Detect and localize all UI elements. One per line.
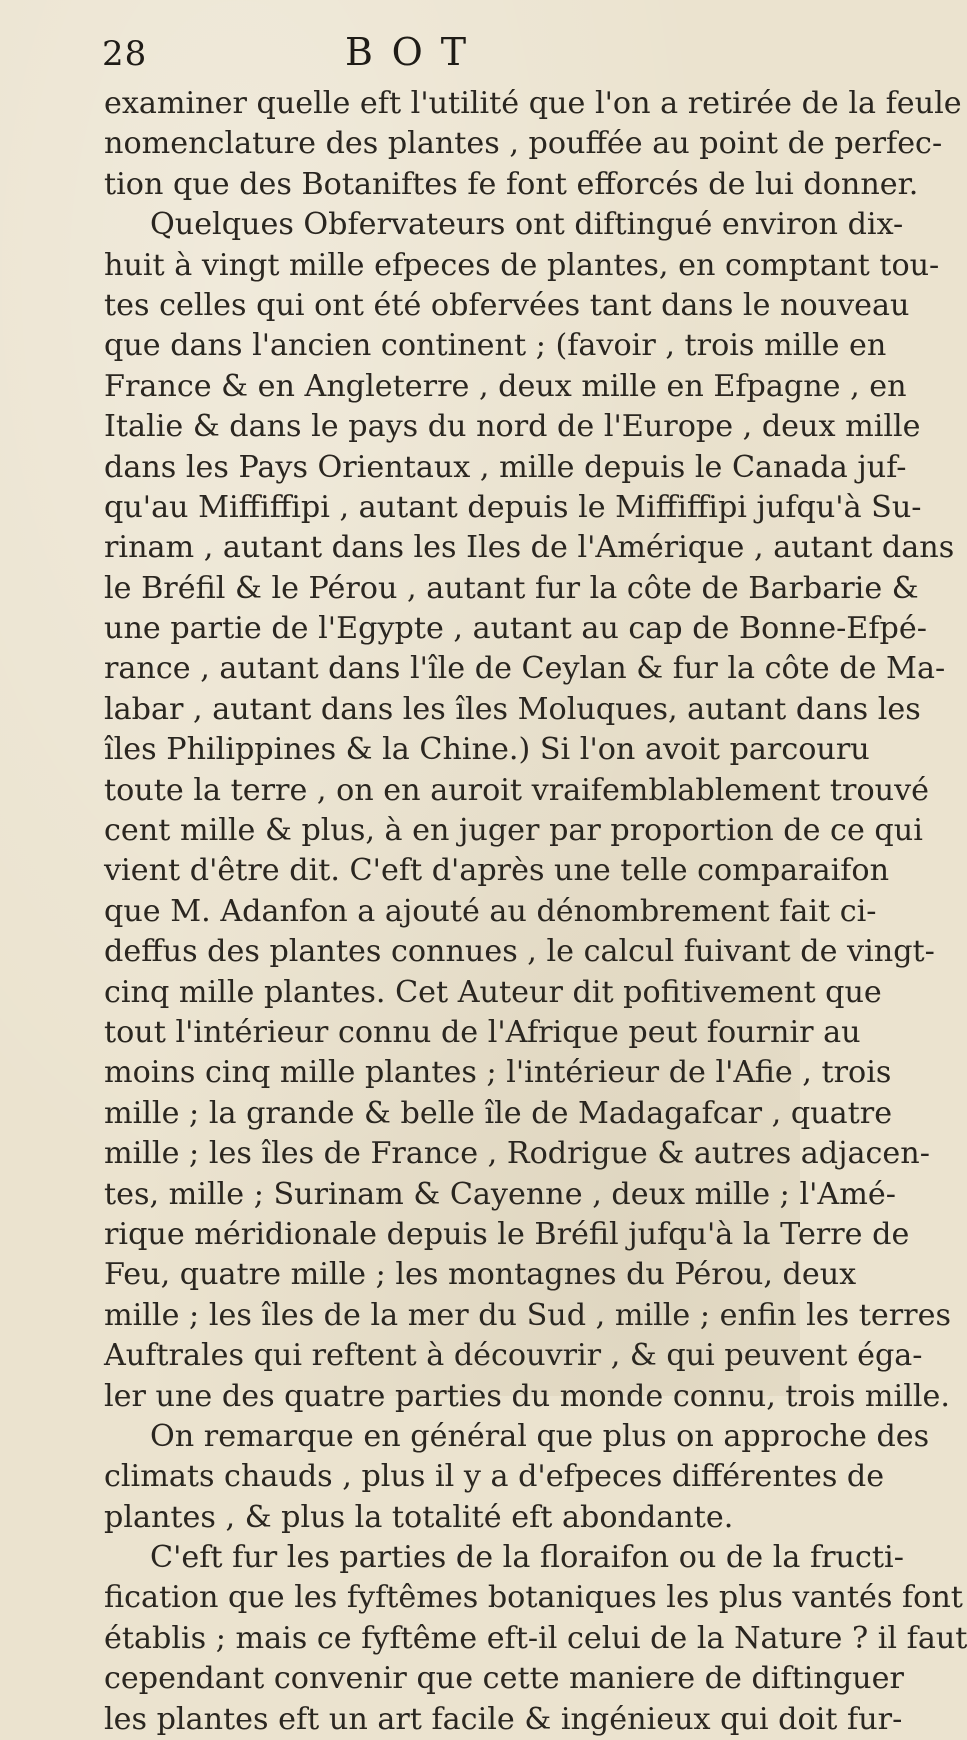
text-line: climats chauds , plus il y a d'efpeces différentes de <box>104 1459 885 1495</box>
text-line: Italie & dans le pays du nord de l'Europe , deux mille <box>104 409 921 445</box>
text-line: établis ; mais ce fyftême eft-il celui de la Nature ? il faut <box>104 1620 967 1656</box>
text-line: tes, mille ; Surinam & Cayenne , deux mille ; l'Amé- <box>104 1176 896 1212</box>
text-line: moins cinq mille plantes ; l'intérieur de l'Afie , trois <box>104 1055 892 1091</box>
text-line: mille ; la grande & belle île de Madagafcar , quatre <box>104 1095 893 1131</box>
text-line: huit à vingt mille efpeces de plantes, en comptant tou- <box>104 247 940 283</box>
text-line: deffus des plantes connues , le calcul fuivant de vingt- <box>104 934 935 970</box>
text-line: îles Philippines & la Chine.) Si l'on avoit parcouru <box>104 732 870 768</box>
text-line: vient d'être dit. C'eft d'après une telle comparaifon <box>104 853 890 889</box>
text-line: mille ; les îles de France , Rodrigue & autres adjacen- <box>104 1136 930 1172</box>
text-line: C'eft fur les parties de la floraifon ou de la fructi- <box>150 1540 904 1576</box>
text-line: nomenclature des plantes , pouffée au point de perfec- <box>104 126 943 162</box>
text-line: tout l'intérieur connu de l'Afrique peut fournir au <box>104 1014 861 1050</box>
text-line: fication que les fyftêmes botaniques les plus vantés font <box>104 1580 963 1616</box>
text-line: plantes , & plus la totalité eft abondante. <box>104 1499 734 1535</box>
text-line: le Bréfil & le Pérou , autant fur la côte de Barbarie & <box>104 570 919 606</box>
body-text <box>104 84 967 1740</box>
text-line: labar , autant dans les îles Moluques, autant dans les <box>104 691 921 727</box>
text-line: Auftrales qui reftent à découvrir , & qui peuvent éga- <box>104 1338 923 1374</box>
text-line: tion que des Botaniftes fe font efforcés de lui donner. <box>104 166 919 202</box>
page-header <box>0 16 800 76</box>
text-line: cinq mille plantes. Cet Auteur dit pofitivement que <box>104 974 882 1010</box>
text-line: ler une des quatre parties du monde connu, trois mille. <box>104 1378 950 1414</box>
text-line: rinam , autant dans les Iles de l'Amérique , autant dans <box>104 530 955 566</box>
text-line: cent mille & plus, à en juger par proportion de ce qui <box>104 813 923 849</box>
text-line: On remarque en général que plus on approche des <box>150 1418 930 1454</box>
text-line: examiner quelle eft l'utilité que l'on a retirée de la feule <box>104 86 962 121</box>
text-line: que dans l'ancien continent ; (favoir , trois mille en <box>104 328 887 364</box>
page-number: 28 <box>102 34 148 74</box>
text-line: qu'au Miffiffipi , autant depuis le Miffiffipi jufqu'à Su- <box>104 489 922 525</box>
text-line: mille ; les îles de la mer du Sud , mille ; enfin les terres <box>104 1297 951 1333</box>
text-line: rique méridionale depuis le Bréfil jufqu'à la Terre de <box>104 1216 910 1252</box>
text-line: dans les Pays Orientaux , mille depuis le Canada juf- <box>104 449 907 485</box>
text-line: toute la terre , on en auroit vraifemblablement trouvé <box>104 772 930 808</box>
text-line: que M. Adanfon a ajouté au dénombrement fait ci- <box>104 893 877 929</box>
text-line: les plantes eft un art facile & ingénieux qui doit fur- <box>104 1701 903 1737</box>
text-line: cependant convenir que cette maniere de diftinguer <box>104 1661 904 1697</box>
text-line: rance , autant dans l'île de Ceylan & fur la côte de Ma- <box>104 651 946 687</box>
text-line: Quelques Obfervateurs ont diftingué environ dix- <box>150 207 904 243</box>
text-line: une partie de l'Egypte , autant au cap de Bonne-Efpé- <box>104 611 927 647</box>
running-head: BOT <box>345 30 485 74</box>
text-line: France & en Angleterre , deux mille en Efpagne , en <box>104 368 907 404</box>
text-line: tes celles qui ont été obfervées tant dans le nouveau <box>104 287 910 323</box>
text-line: Feu, quatre mille ; les montagnes du Pérou, deux <box>104 1257 857 1293</box>
